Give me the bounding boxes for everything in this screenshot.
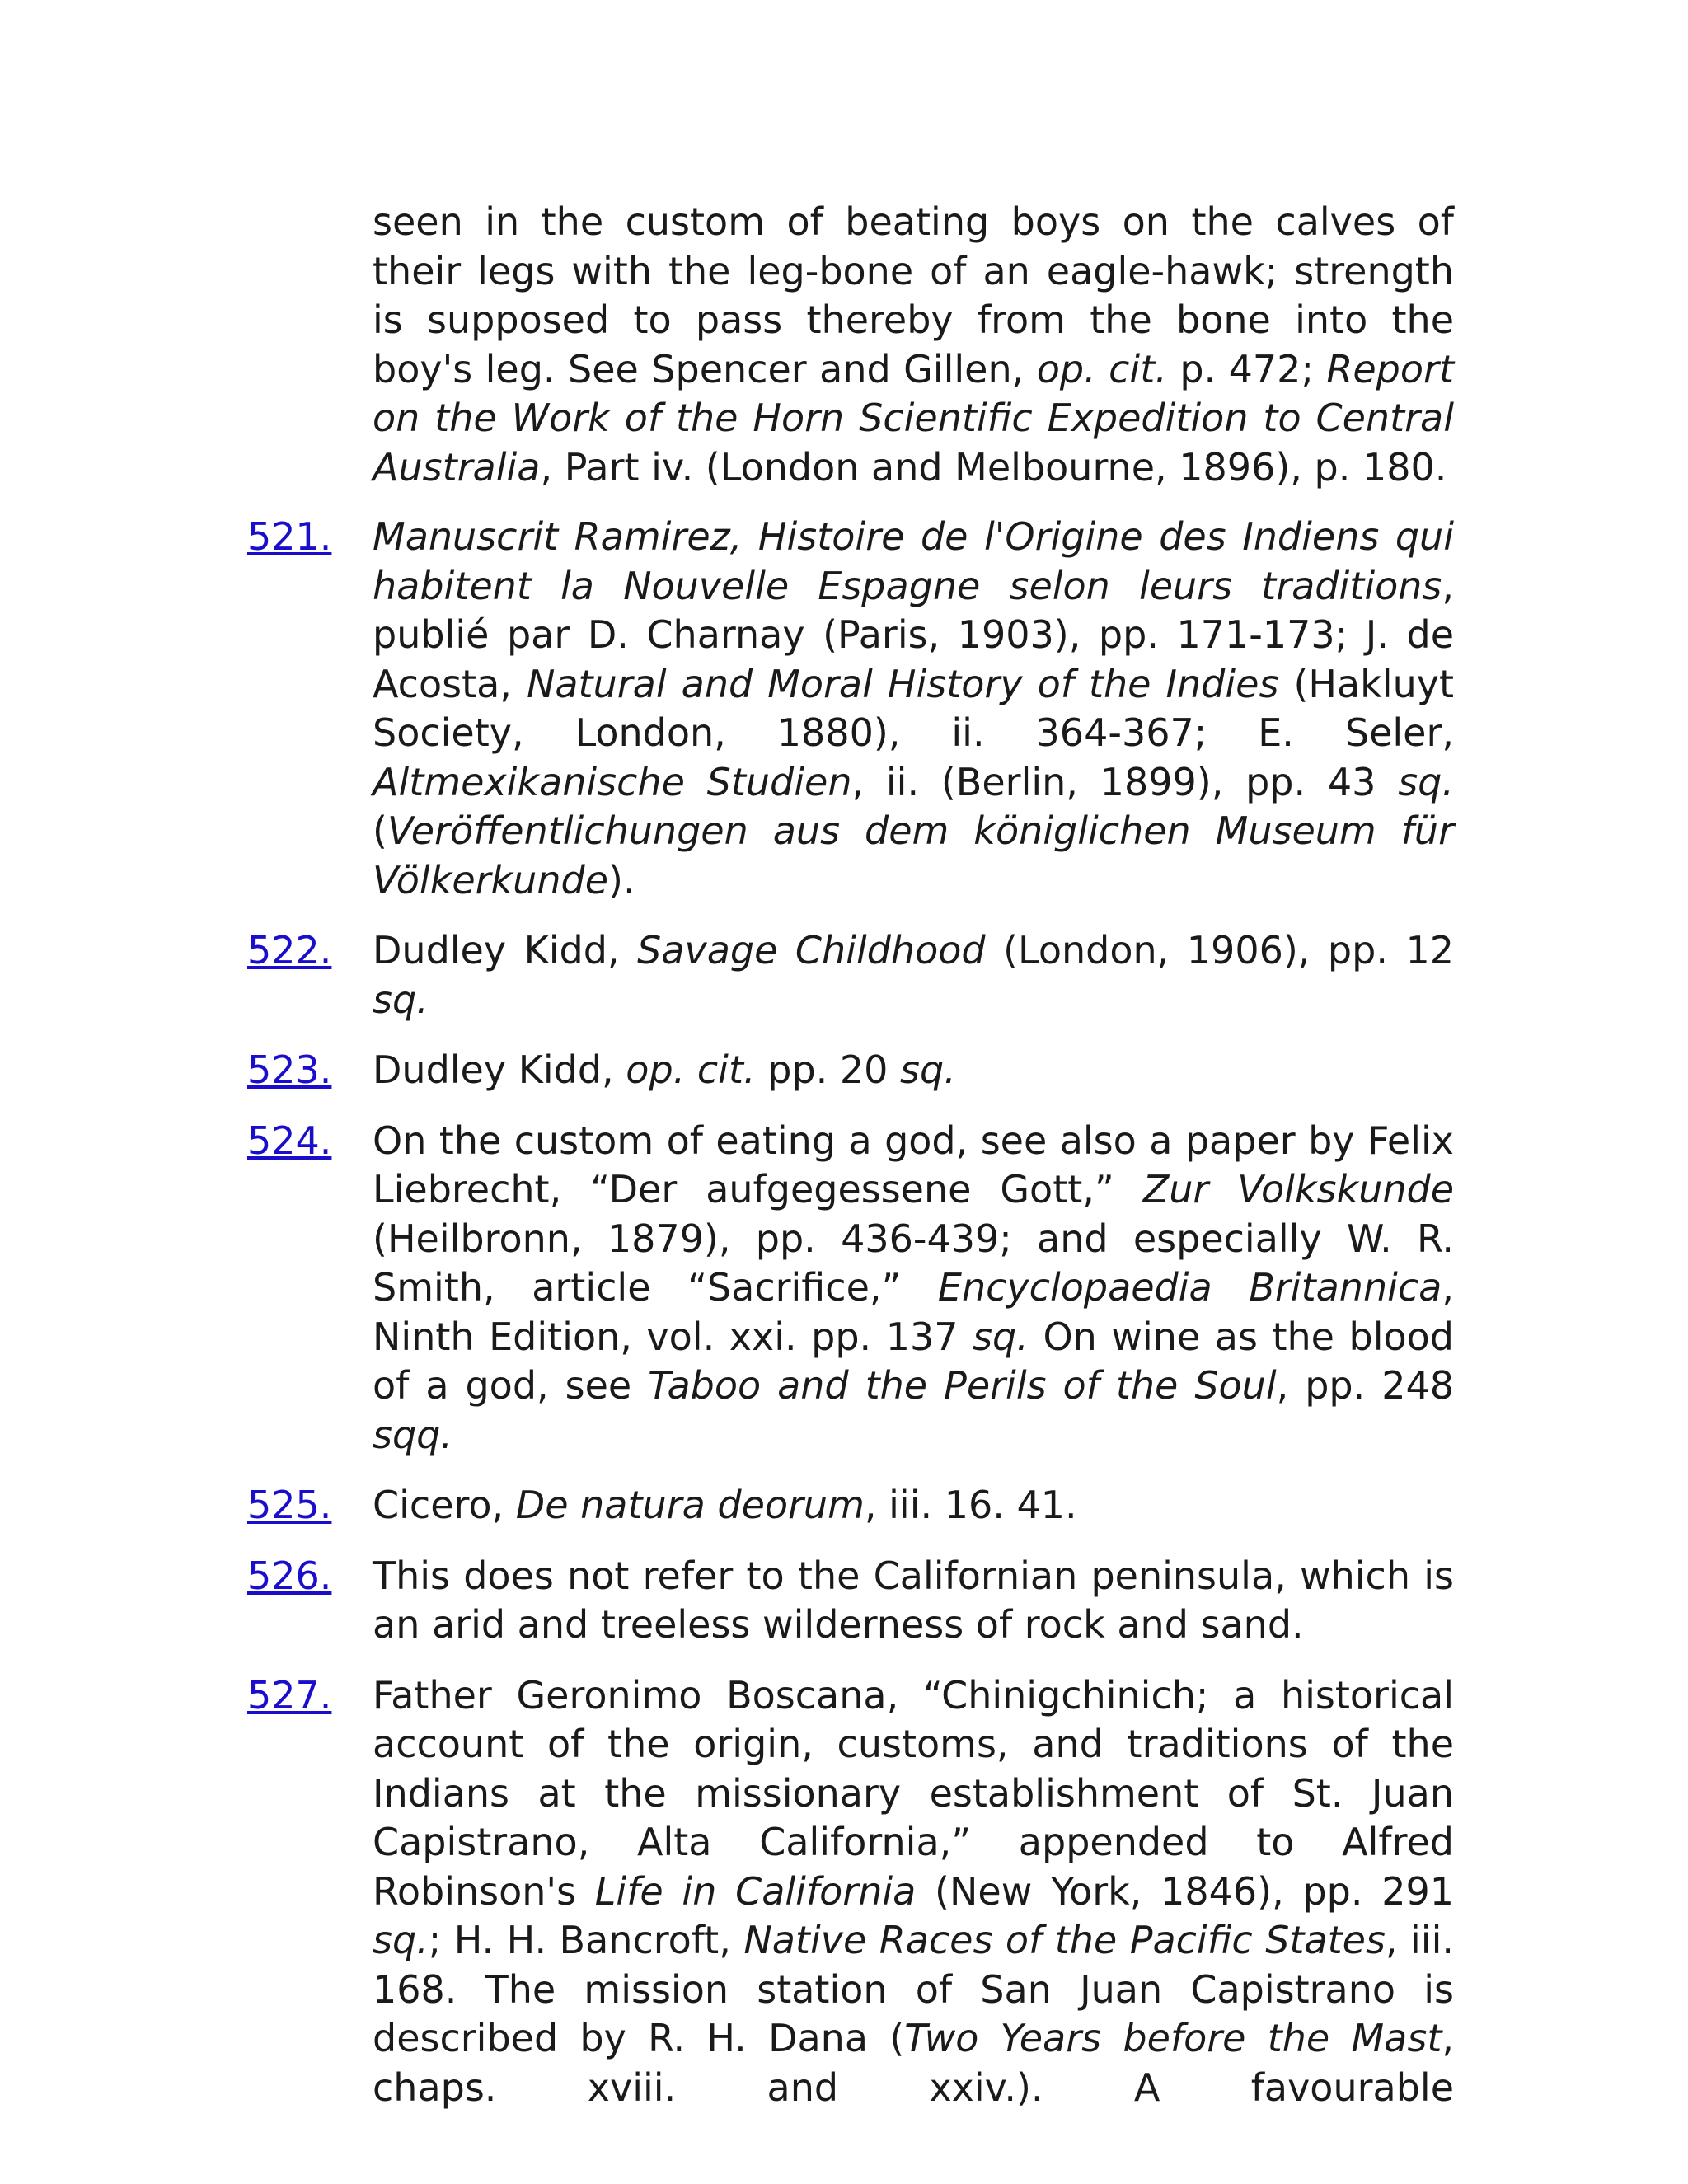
footnote-527-text [373, 1671, 1454, 2113]
footnote-522-link[interactable]: 522. [247, 928, 332, 972]
text-run: Dudley Kidd, [373, 1047, 626, 1092]
text-run-italic: sq. [1398, 759, 1454, 804]
text-run: Cicero, [373, 1483, 516, 1527]
text-run-italic: op. cit. [626, 1047, 756, 1092]
text-run: seen in the custom of beating boys on the calves of their legs with the leg-bone of an eagle-hawk; strength is supposed to pass thereby from the bone into the boy's leg. See Spencer and Gillen, [373, 199, 1454, 391]
text-run-italic: Life in California [594, 1868, 917, 1914]
text-run-italic: sqq. [373, 1412, 452, 1457]
footnote-521-link[interactable]: 521. [247, 514, 332, 559]
text-run-italic: De natura deorum [515, 1483, 865, 1527]
footnote-521 [247, 513, 1454, 905]
text-run: pp. 20 [755, 1047, 901, 1092]
text-run: , publié par D. Charnay (Paris, 1903), pp. 171-173; J. de Acosta, [373, 563, 1454, 706]
footnote-525 [247, 1481, 1454, 1530]
text-run-italic: sq. [973, 1314, 1029, 1359]
text-run: (New York, 1846), pp. 291 [916, 1868, 1455, 1914]
text-run: , iii. 16. 41. [864, 1483, 1077, 1527]
text-run: This does not refer to the Californian peninsula, which is an arid and treeless wilderness of rock and sand. [373, 1553, 1454, 1647]
footnote-525-link[interactable]: 525. [247, 1483, 332, 1527]
text-run-italic: op. cit. [1036, 346, 1167, 391]
footnote-524-link[interactable]: 524. [247, 1118, 332, 1163]
footnote-522-text [373, 926, 1454, 1024]
text-run-italic: Encyclopaedia Britannica [937, 1265, 1442, 1310]
text-run-italic: Veröffentlichungen aus dem königlichen Museum für Völkerkunde [373, 808, 1454, 902]
text-run-italic: sq. [373, 1918, 429, 1962]
footnote-527 [247, 1671, 1454, 2113]
text-run: (London, 1906), pp. 12 [985, 928, 1454, 972]
footnote-523-text [373, 1046, 1454, 1095]
footnote-526-link[interactable]: 526. [247, 1553, 332, 1598]
text-run: ; H. H. Bancroft, [428, 1918, 744, 1962]
text-run-italic: Two Years before the Mast [904, 2016, 1442, 2060]
text-run: , Part iv. (London and Melbourne, 1896), p. 180. [540, 444, 1447, 490]
text-run: , iii. 168. The mission station of San Juan Capistrano is described by R. H. Dana ( [373, 1918, 1454, 2060]
footnote-527-link[interactable]: 527. [247, 1672, 332, 1718]
text-run-italic: sq. [373, 977, 429, 1022]
text-run: (Hakluyt Society, London, 1880), ii. 364-367; E. Seler, [373, 661, 1454, 755]
continued-footnote-text [373, 198, 1454, 492]
footnote-523-link[interactable]: 523. [247, 1047, 332, 1092]
text-run: p. 472; [1166, 346, 1327, 391]
text-run: Father Geronimo Boscana, “Chinigchinich; a historical account of the origin, customs, and traditions of the Indians at the missionary establishment of St. Juan Capistrano, Alta California,” appended to Alfred Robinson's [373, 1672, 1454, 1914]
text-run-italic: Taboo and the Perils of the Soul [648, 1363, 1277, 1408]
text-run-italic: Manuscrit Ramirez, Histoire de l'Origine des Indiens qui habitent la Nouvelle Espagne selon leurs traditions [373, 514, 1454, 608]
text-run: On the custom of eating a god, see also a paper by Felix Liebrecht, “Der aufgegessene Gott,” [373, 1118, 1454, 1212]
text-run-italic: Natural and Moral History of the Indies [526, 661, 1279, 706]
footnote-524 [247, 1117, 1454, 1460]
text-run: (Heilbronn, 1879), pp. 436-439; and especially W. R. Smith, article “Sacrifice,” [373, 1216, 1454, 1310]
footnote-526 [247, 1552, 1454, 1650]
text-run: , pp. 248 [1276, 1363, 1455, 1408]
footnote-521-text [373, 513, 1454, 905]
text-run-italic: sq. [900, 1047, 956, 1092]
footnote-525-text [373, 1481, 1454, 1530]
text-run: Dudley Kidd, [373, 928, 638, 972]
text-run-italic: Native Races of the Pacific States [743, 1918, 1386, 1962]
footnote-523 [247, 1046, 1454, 1095]
text-run-italic: Savage Childhood [637, 928, 986, 972]
text-run-italic: Report on the Work of the Horn Scientific Expedition to Central Australia [373, 346, 1454, 490]
text-run: , Ninth Edition, vol. xxi. pp. 137 [373, 1265, 1454, 1359]
footnote-524-text [373, 1117, 1454, 1460]
footnote-522 [247, 926, 1454, 1024]
text-run-italic: Altmexikanische Studien [373, 759, 852, 804]
text-run: On wine as the blood of a god, see [373, 1314, 1454, 1408]
text-run: ). [608, 857, 635, 902]
footnote-526-text [373, 1552, 1454, 1650]
footnote-list [247, 513, 1454, 2134]
continued-footnote [373, 198, 1454, 492]
text-run: , ii. (Berlin, 1899), pp. 43 [851, 759, 1399, 804]
text-run-italic: Zur Volkskunde [1142, 1167, 1455, 1212]
text-run: , chaps. xviii. and xxiv.). A favourable [373, 2016, 1454, 2110]
text-run: ( [373, 808, 387, 853]
